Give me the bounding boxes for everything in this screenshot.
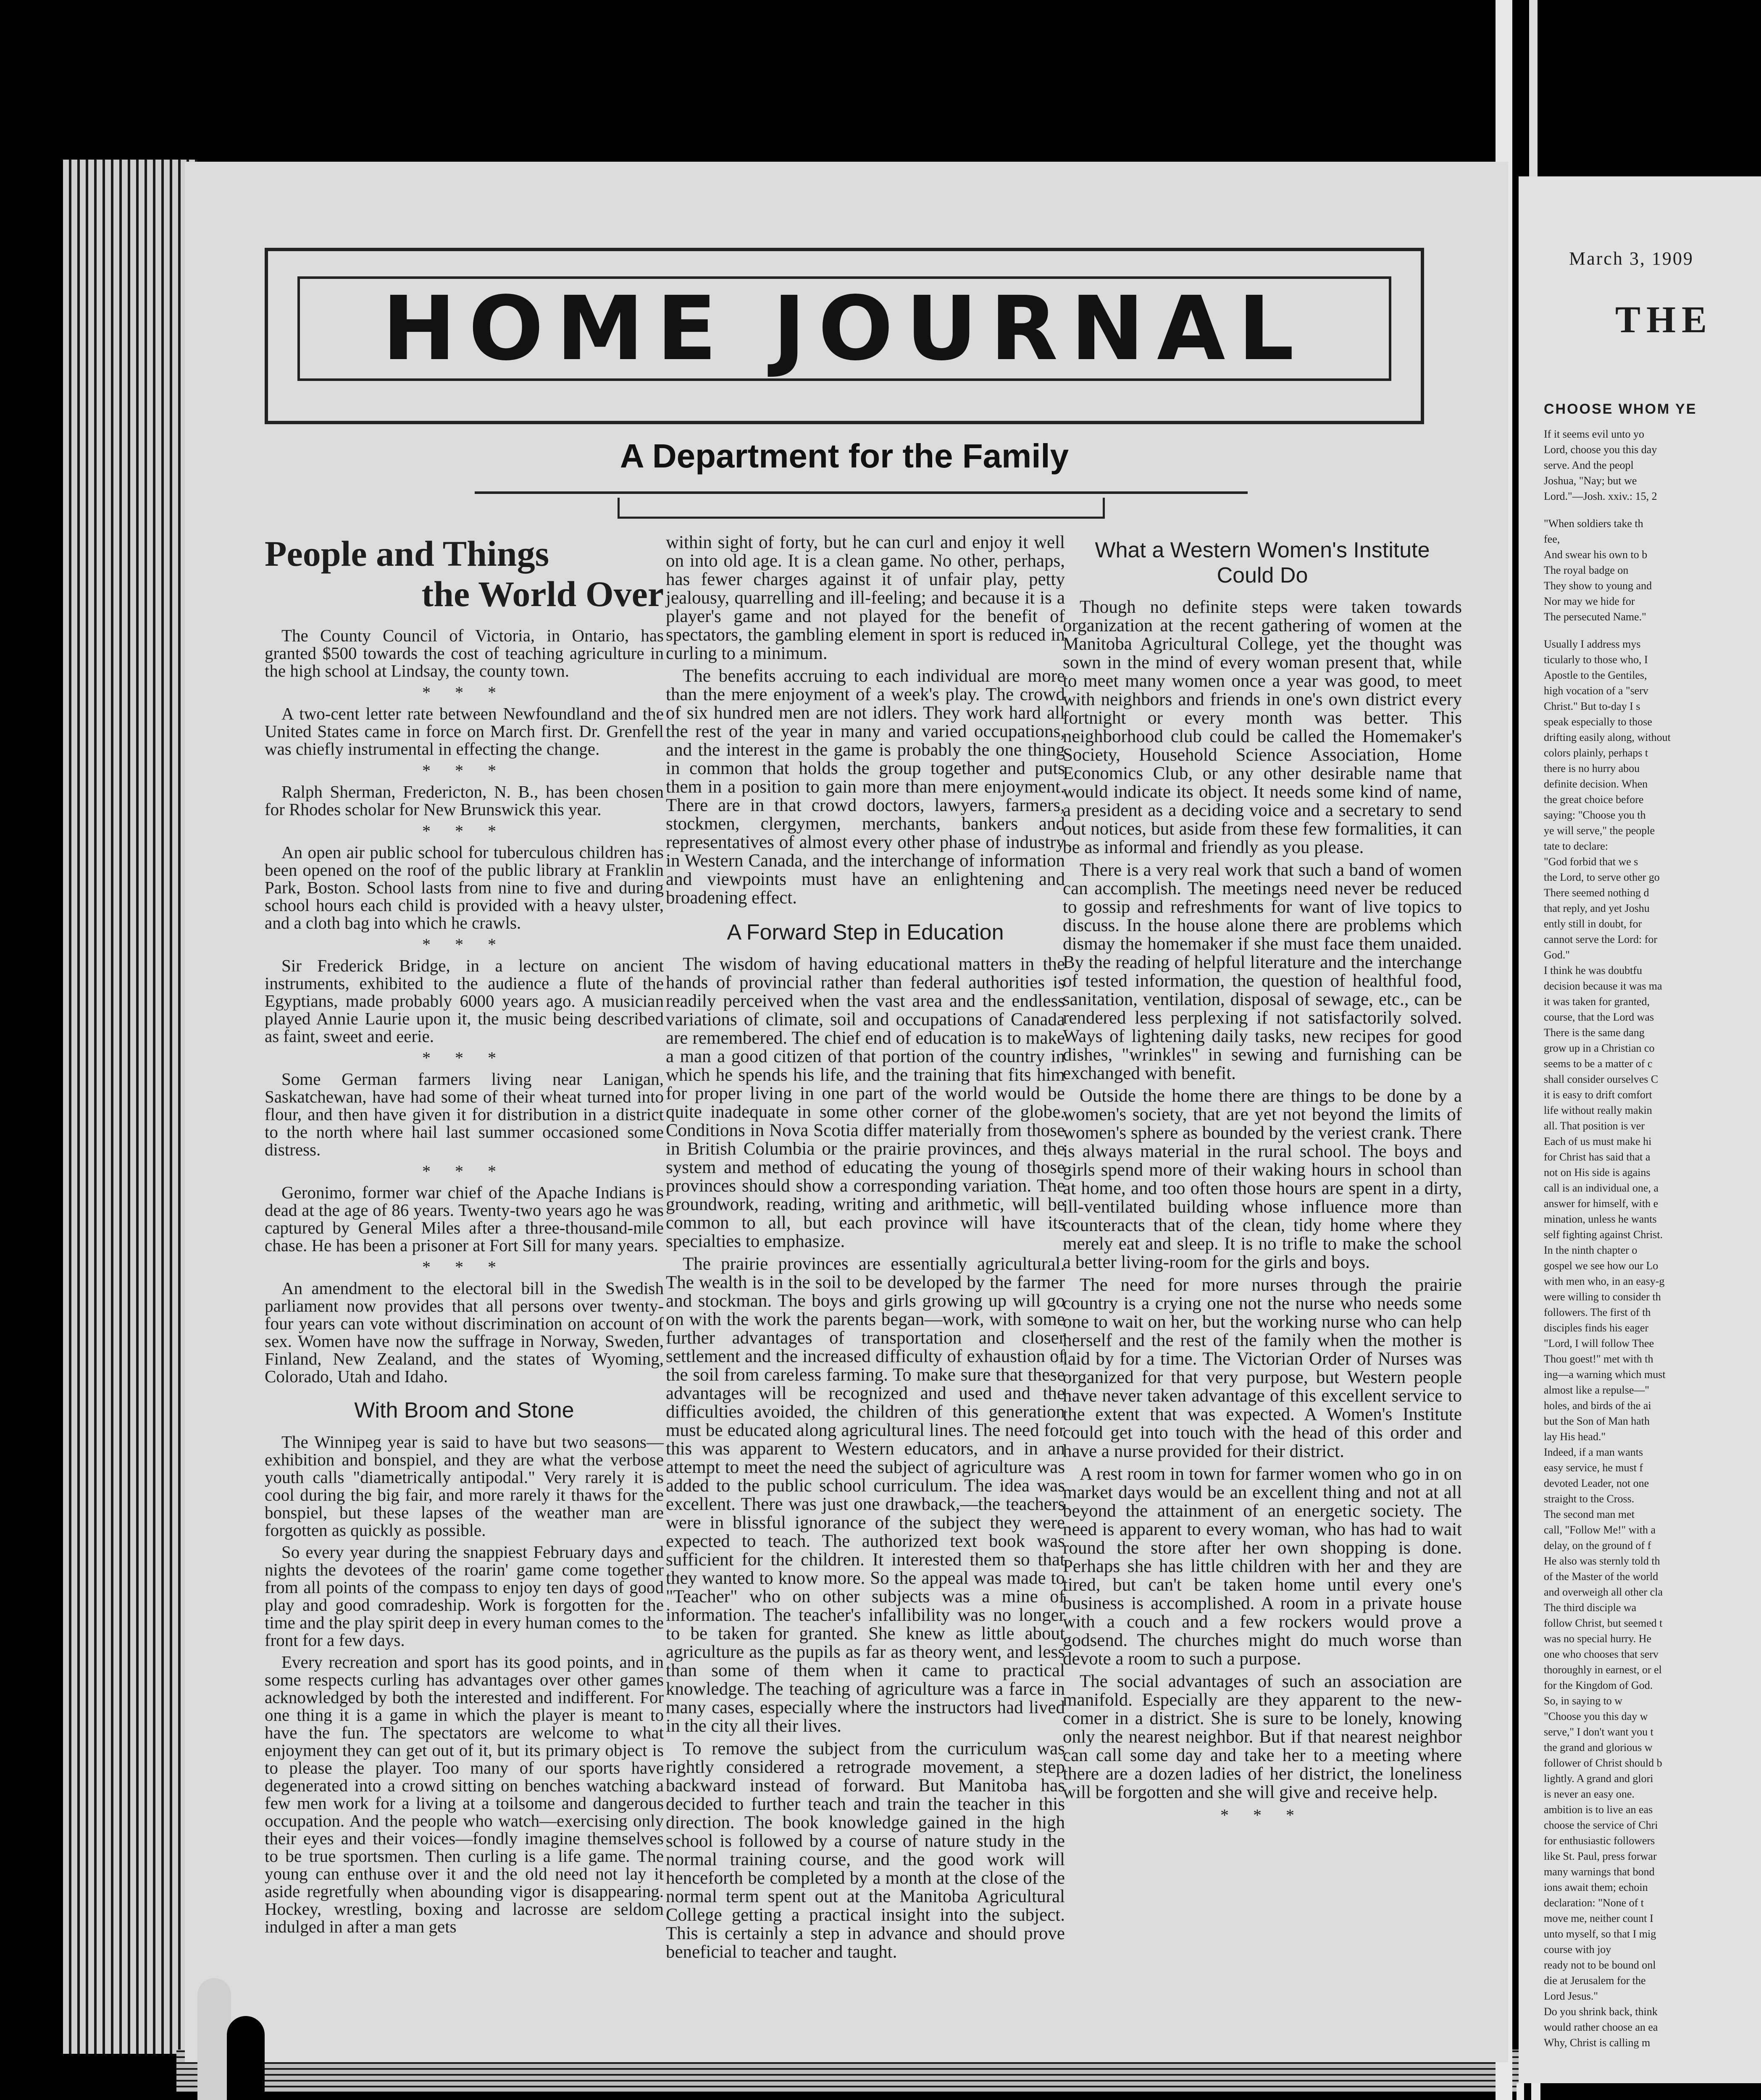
article-paragraph: The Winnipeg year is said to have but two seasons—exhibition and bonspiel, and they are what the verbose youth calls "diametrically antipodal." Very rarely it is cool during the big fair, and more rarely it thaws for the bonspiel, but these lapses of the weather man are forgotten as quickly as possible.: [265, 1432, 664, 1540]
right-page-line: easy service, he must f: [1544, 1462, 1643, 1474]
article-paragraph: The need for more nurses through the prairie country is a crying one not the nurse who needs some one to wait on her, but the working nurse who can help herself and the rest of the family when the mother is laid by for a time. The Victorian Order of Nurses was organized for that very purpose, but Western people have never taken advantage of this excellent service to the extent that was expected. A Women's Institute could get into touch with the head of this order and have a nurse provided for their district.: [1063, 1275, 1462, 1461]
column-2: [666, 533, 1065, 1966]
binding-top: [1529, 0, 1538, 176]
right-page-line: one who chooses that serv: [1544, 1648, 1658, 1660]
column-1: [265, 533, 664, 1940]
masthead-frame: [297, 276, 1391, 381]
right-page-line: call is an individual one, a: [1544, 1182, 1658, 1194]
article-paragraph: Every recreation and sport has its good points, and in some respects curling has advantages over other games acknowledged by both the interested and indifferent. For one thing it is a game in which the player is meant to have the fun. The spectators are welcome to what enjoyment they can get out of it, but its primary object is to please the player. Too many of our sports have degenerated into a crowd sitting on benches watching a few men work for a living at a toilsome and dangerous occupation. And the people who watch—exercising only their eyes and their voices—fondly imagine themselves to be true sportsmen. Then curling is a life game. The young can enthuse over it and the old need not lay it aside regretfully when abounding vigor is disappearing. Hockey, wrestling, boxing and lacrosse are seldom indulged in after a man gets: [265, 1652, 664, 1936]
right-page-line: shall consider ourselves C: [1544, 1073, 1658, 1085]
right-page-line: tate to declare:: [1544, 840, 1609, 852]
right-page-line: There is the same dang: [1544, 1026, 1645, 1039]
people-things-heading-line2: the World Over: [421, 574, 664, 614]
right-page-line: ready not to be bound onl: [1544, 1959, 1656, 1971]
right-page-line: Joshua, "Nay; but we: [1544, 475, 1637, 487]
separator-stars: * * *: [422, 1257, 506, 1276]
news-item: Sir Frederick Bridge, in a lecture on ancient instruments, exhibited to the audience a flute of the Egyptians, made probably 6000 years ago. A musician played Annie Laurie upon it, the music being described as faint, sweet and eerie.: [265, 956, 664, 1046]
right-page-line: almost like a repulse—": [1544, 1384, 1650, 1396]
right-page-line: devoted Leader, not one: [1544, 1477, 1649, 1489]
separator-stars: * * *: [422, 1048, 506, 1067]
article-paragraph: To remove the subject from the curriculum was rightly considered a retrograde movement, a step backward instead of forward. But Manitoba has decided to further teach and train the teacher in this direction. The book knowledge gained in the high school is followed by a course of nature study in the normal training course, and the good work will henceforth be completed by a month at the close of the normal term spent out at the Manitoba Agricultural College getting a practical insight into the subject. This is certainly a step in advance and should prove beneficial to teacher and taught.: [666, 1739, 1065, 1962]
right-page-line: was no special hurry. He: [1544, 1633, 1652, 1645]
right-page-line: it is easy to drift comfort: [1544, 1089, 1652, 1101]
right-page-line: the grand and glorious w: [1544, 1741, 1653, 1754]
right-page-line: In the ninth chapter o: [1544, 1244, 1637, 1256]
department-title: A Department for the Family: [620, 437, 1069, 475]
right-page-line: gospel we see how our Lo: [1544, 1260, 1658, 1272]
news-item: The County Council of Victoria, in Ontario, has granted $500 towards the cost of teaching agriculture in the high school at Lindsay, the county town.: [265, 626, 664, 680]
right-page-line: There seemed nothing d: [1544, 887, 1649, 899]
right-page-title: THE: [1615, 299, 1713, 341]
right-page-line: Lord, choose you this day: [1544, 444, 1657, 456]
right-page-line: course, that the Lord was: [1544, 1011, 1654, 1023]
right-page-line: the great choice before: [1544, 793, 1644, 806]
people-things-heading: [265, 533, 664, 614]
divider-bracket: [618, 498, 1105, 519]
right-page-column: [1544, 403, 1761, 2052]
news-item: An open air public school for tuberculous children has been opened on the roof of the public library at Franklin Park, Boston. School lasts from nine to five and during school hours each child is provided with a heavy ulster, and a cloth bag into which he crawls.: [265, 843, 664, 932]
right-page-line: Christ." But to-day I s: [1544, 700, 1640, 712]
right-page-line: that reply, and yet Joshu: [1544, 902, 1650, 914]
right-page-line: The persecuted Name.": [1544, 611, 1646, 623]
right-page-line: ing—a warning which must: [1544, 1368, 1666, 1381]
right-page-line: The third disciple wa: [1544, 1601, 1637, 1614]
separator-stars: * * *: [422, 761, 506, 780]
right-page-line: ambition is to live an eas: [1544, 1803, 1653, 1816]
article-paragraph: The prairie provinces are essentially agricultural. The wealth is in the soil to be developed by the farmer and stockman. The boys and girls growing up will go on with the work the parents began—work, with some further advantages of transportation and closer settlement and the increased difficulty of exhaustion of the soil from careless farming. To make sure that these advantages will be recognized and used and the difficulties avoided, the children of this generation must be educated along agricultural lines. The need for this was apparent to Western educators, and in an attempt to meet the need the subject of agriculture was added to the public school curriculum. The idea was excellent. There was just one drawback,—the teachers were in blissful ignorance of the subject they were expected to teach. The authorized text book was sufficient for the children. It interested them so that they wanted to know more. So the appeal was made to "Teacher" who on other subjects was a mine of information. The teacher's infallibility was no longer to be taken for granted. She knew as little about agriculture as the pupils as far as theory went, and less than some of them when it came to practical knowledge. The teaching of agriculture was a farce in many cases, especially where the instructors had lived in the city all their lives.: [666, 1254, 1065, 1736]
issue-date: March 3, 1909: [1569, 248, 1694, 269]
right-page-line: Each of us must make hi: [1544, 1135, 1652, 1147]
right-page-line: life without really makin: [1544, 1104, 1652, 1116]
right-page-line: "When soldiers take th: [1544, 517, 1643, 530]
right-page-line: "Choose you this day w: [1544, 1710, 1648, 1722]
right-page-line: fee,: [1544, 533, 1560, 545]
right-page-line: ticularly to those who, I: [1544, 654, 1648, 666]
separator-stars: * * *: [1220, 1806, 1304, 1824]
right-page-line: follower of Christ should b: [1544, 1757, 1662, 1769]
right-page-line: [1544, 506, 1761, 514]
right-page-line: decision because it was ma: [1544, 980, 1662, 992]
separator-stars: * * *: [422, 1162, 506, 1181]
right-page-line: and overweigh all other cla: [1544, 1586, 1663, 1598]
right-page-line: many warnings that bond: [1544, 1866, 1655, 1878]
separator-stars: * * *: [422, 683, 506, 702]
right-page-line: "God forbid that we s: [1544, 856, 1638, 868]
right-page-line: lay His head.": [1544, 1431, 1606, 1443]
divider-rule: [475, 491, 1248, 494]
right-page-line: course with joy: [1544, 1943, 1611, 1956]
right-page-line: holes, and birds of the ai: [1544, 1399, 1651, 1412]
right-page-line: follow Christ, but seemed t: [1544, 1617, 1663, 1629]
right-page-line: the Lord, to serve other go: [1544, 871, 1660, 883]
right-page-line: there is no hurry abou: [1544, 762, 1640, 774]
right-page-line: If it seems evil unto yo: [1544, 428, 1645, 440]
right-page-line: for enthusiastic followers: [1544, 1835, 1655, 1847]
right-page-line: like St. Paul, press forwar: [1544, 1850, 1657, 1862]
womens-institute-heading-line2: Could Do: [1217, 563, 1308, 588]
right-page-line: it was taken for granted,: [1544, 995, 1650, 1008]
right-page-line: delay, on the ground of f: [1544, 1539, 1651, 1551]
right-page-line: of the Master of the world: [1544, 1570, 1658, 1583]
broom-stone-heading: With Broom and Stone: [354, 1398, 574, 1423]
right-page-lines: [1544, 428, 1761, 2049]
right-page-line: Thou goest!" met with th: [1544, 1353, 1653, 1365]
column-3: [1063, 533, 1462, 1829]
right-page-line: followers. The first of th: [1544, 1306, 1651, 1318]
right-page-line: ions await them; echoin: [1544, 1881, 1648, 1893]
right-page-line: They show to young and: [1544, 580, 1652, 592]
right-page-line: but the Son of Man hath: [1544, 1415, 1650, 1427]
right-page-line: He also was sternly told th: [1544, 1555, 1660, 1567]
womens-institute-heading-line1: What a Western Women's Institute: [1095, 538, 1430, 562]
right-page-line: would rather choose an ea: [1544, 2021, 1658, 2033]
right-page-line: self fighting against Christ.: [1544, 1228, 1663, 1241]
article-paragraph: So every year during the snappiest February days and nights the devotees of the roarin' game come together from all points of the compass to enjoy ten days of good play and good comradeship. Work is forgotten for the time and the play spirit deep in every human comes to the front for a few days.: [265, 1542, 664, 1650]
right-page-line: Indeed, if a man wants: [1544, 1446, 1643, 1458]
right-page-line: Lord."—Josh. xxiv.: 15, 2: [1544, 490, 1657, 502]
right-page-line: thoroughly in earnest, or el: [1544, 1664, 1662, 1676]
right-page-line: for Christ has said that a: [1544, 1151, 1651, 1163]
article-paragraph: There is a very real work that such a band of women can accomplish. The meetings need never be reduced to gossip and refreshments for want of live topics to discuss. In the house alone there are problems which dismay the homemaker if she must face them unaided. By the reading of helpful literature and the interchange of tested information, the question of healthful food, sanitation, ventilation, disposal of sewage, etc., can be rendered less perplexing if not satisfactorily solved. Ways of lightening daily tasks, new recipes for good dishes, "wrinkles" in sewing and furnishing can be exchanged with benefit.: [1063, 860, 1462, 1083]
right-page-line: And swear his own to b: [1544, 549, 1648, 561]
article-paragraph: The social advantages of such an association are manifold. Especially are they apparent to the new-comer in a district. She is sure to be lonely, knowing only the nearest neighbor. But if that nearest neighbor can call some day and take her to a meeting where there are a dozen ladies of her district, the loneliness will be forgotten and she will give and receive help.: [1063, 1672, 1462, 1802]
article-paragraph: Though no definite steps were taken towards organization at the recent gathering of women at the Manitoba Agricultural College, yet the thought was sown in the mind of every woman present that, while to meet many women once a year was good, to meet with neighbors and friends in one's own district every fortnight or every month was better. This neighborhood club could be called the Homemaker's Society, Household Science Association, Home Economics Club, or any other desirable name that would indicate its object. It needs some kind of name, a president as a deciding voice and a secretary to send out notices, but aside from these few formalities, it can be as informal and friendly as you please.: [1063, 597, 1462, 857]
right-page-line: move me, neither count I: [1544, 1912, 1653, 1924]
right-page-line: So, in saying to w: [1544, 1695, 1623, 1707]
right-page-line: I think he was doubtfu: [1544, 964, 1642, 976]
right-page-line: saying: "Choose you th: [1544, 809, 1646, 821]
book-clip-shadow: [227, 2016, 265, 2100]
article-paragraph: A rest room in town for farmer women who go in on market days would be an excellent thing and not at all beyond the attainment of an energetic society. The need is apparent to every woman, who has had to wait round the store after her own shopping is done. Perhaps she has little children with her and they are tired, but can't be taken home until every one's business is accomplished. A room in a private house with a couch and a few rockers would prove a godsend. The churches might do much worse than devote a room to such a purpose.: [1063, 1464, 1462, 1669]
right-page-line: ye will serve," the people: [1544, 824, 1655, 837]
binding-strip-2: [1531, 2083, 1540, 2100]
right-page-line: ently still in doubt, for: [1544, 918, 1642, 930]
right-page-line: Usually I address mys: [1544, 638, 1641, 650]
right-page-line: Lord Jesus.": [1544, 1990, 1598, 2002]
right-page-line: high vocation of a "serv: [1544, 685, 1648, 697]
right-page-line: [1544, 626, 1761, 635]
right-page-line: die at Jerusalem for the: [1544, 1974, 1646, 1987]
right-page-line: colors plainly, perhaps t: [1544, 747, 1648, 759]
education-heading: A Forward Step in Education: [727, 920, 1004, 945]
right-page-line: is never an easy one.: [1544, 1788, 1635, 1800]
people-things-heading-line1: People and Things: [265, 533, 549, 574]
right-page-line: not on His side is agains: [1544, 1166, 1651, 1179]
right-page-line: for the Kingdom of God.: [1544, 1679, 1653, 1691]
right-page: [1519, 176, 1761, 2083]
right-page-line: Why, Christ is calling m: [1544, 2037, 1651, 2049]
womens-institute-heading: [1063, 538, 1462, 588]
article-paragraph: The benefits accruing to each individual are more than the mere enjoyment of a week's play. The crowd of six hundred men are not idlers. They work hard all the rest of the year in many and varied occupations, and the interest in the game is probably the one thing in common that holds the group together and puts them in a position to gain more than mere enjoyment. There are in that crowd doctors, lawyers, farmers, stockmen, clergymen, merchants, bankers and representatives of almost every other phase of industry in Western Canada, and the interchange of information and viewpoints must have an enlightening and broadening effect.: [666, 666, 1065, 908]
right-page-line: The second man met: [1544, 1508, 1635, 1520]
right-page-line: were willing to consider th: [1544, 1291, 1661, 1303]
right-page-line: speak especially to those: [1544, 716, 1652, 728]
separator-stars: * * *: [422, 935, 506, 954]
right-page-line: declaration: "None of t: [1544, 1897, 1644, 1909]
right-page-line: disciples finds his eager: [1544, 1322, 1649, 1334]
page-stack-edge: [63, 160, 197, 2054]
news-item: A two-cent letter rate between Newfoundland and the United States came in force on March first. Dr. Grenfell was chiefly instrumental in effecting the change.: [265, 704, 664, 759]
right-page-line: cannot serve the Lord: for: [1544, 933, 1658, 945]
right-page-line: mination, unless he wants: [1544, 1213, 1657, 1225]
right-page-line: call, "Follow Me!" with a: [1544, 1524, 1656, 1536]
right-page-line: The royal badge on: [1544, 564, 1629, 576]
right-page-line: serve," I don't want you t: [1544, 1726, 1653, 1738]
right-page-line: unto myself, so that I mig: [1544, 1928, 1656, 1940]
right-page-line: "Lord, I will follow Thee: [1544, 1337, 1654, 1349]
right-page-line: Apostle to the Gentiles,: [1544, 669, 1647, 681]
binding-strip: [1517, 2083, 1524, 2100]
right-page-line: God.": [1544, 949, 1570, 961]
right-page-line: Do you shrink back, think: [1544, 2006, 1658, 2018]
news-item: Some German farmers living near Lanigan, Saskatchewan, have had some of their wheat turned into flour, and then have given it for distribution in a district to the north where hail last summer occasioned some distress.: [265, 1069, 664, 1159]
right-page-line: with men who, in an easy-g: [1544, 1275, 1665, 1287]
right-page-line: grow up in a Christian co: [1544, 1042, 1655, 1054]
right-page-line: drifting easily along, without: [1544, 731, 1671, 743]
right-page-line: serve. And the peopl: [1544, 459, 1634, 471]
right-page-line: straight to the Cross.: [1544, 1493, 1635, 1505]
right-page-heading: CHOOSE WHOM YE: [1544, 401, 1697, 417]
right-page-line: choose the service of Chri: [1544, 1819, 1658, 1831]
right-page-line: all. That position is ver: [1544, 1120, 1645, 1132]
news-item: An amendment to the electoral bill in the Swedish parliament now provides that all persons over twenty-four years can vote without discrimination on account of sex. Women have now the suffrage in Norway, Sweden, Finland, New Zealand, and the states of Wyoming, Colorado, Utah and Idaho.: [265, 1278, 664, 1386]
masthead: [265, 248, 1424, 424]
separator-stars: * * *: [422, 822, 506, 840]
right-page-line: lightly. A grand and glori: [1544, 1772, 1653, 1785]
article-paragraph: Outside the home there are things to be done by a women's society, that are yet not beyond the limits of women's sphere as bounded by the veriest crank. There is always material in the rural school. The boys and girls spend more of their waking hours in school than at home, and too often those hours are spent in a dirty, ill-ventilated building whose influence more than counteracts that of the clean, tidy home where they merely eat and sleep. It is no trifle to make the school a better living-room for the girls and boys.: [1063, 1086, 1462, 1272]
news-item: Ralph Sherman, Fredericton, N. B., has been chosen for Rhodes scholar for New Brunswick this year.: [265, 782, 664, 819]
news-item: Geronimo, former war chief of the Apache Indians is dead at the age of 86 years. Twenty-two years ago he was captured by General Miles after a three-thousand-mile chase. He has been a prisoner at Fort Sill for many years.: [265, 1183, 664, 1255]
right-page-line: definite decision. When: [1544, 778, 1648, 790]
right-page-line: answer for himself, with e: [1544, 1197, 1658, 1210]
masthead-title: HOME JOURNAL: [382, 277, 1307, 380]
right-page-line: seems to be a matter of c: [1544, 1058, 1653, 1070]
right-page-line: Nor may we hide for: [1544, 595, 1635, 607]
article-paragraph: within sight of forty, but he can curl and enjoy it well on into old age. It is a clean game. No other, perhaps, has fewer charges against it of unfair play, petty jealousy, quarrelling and ill-feeling; and because it is a player's game and not played for the benefit of spectators, the gambling element in sport is reduced in curling to a minimum.: [666, 533, 1065, 663]
article-paragraph: The wisdom of having educational matters in the hands of provincial rather than federal authorities is readily perceived when the vast area and the endless variations of climate, soil and occupations of Canada are remembered. The chief end of education is to make a man a good citizen of that portion of the country in which he spends his life, and the training that fits him for proper living in one part of the world would be quite inadequate in some other corner of the globe. Conditions in Nova Scotia differ materially from those in British Columbia or the prairie provinces, and the system and method of educating the young of those provinces should show a corresponding variation. The groundwork, reading, writing and arithmetic, will be common to all, but each province will have its specialties to emphasize.: [666, 954, 1065, 1251]
book-clip: [197, 1978, 231, 2100]
